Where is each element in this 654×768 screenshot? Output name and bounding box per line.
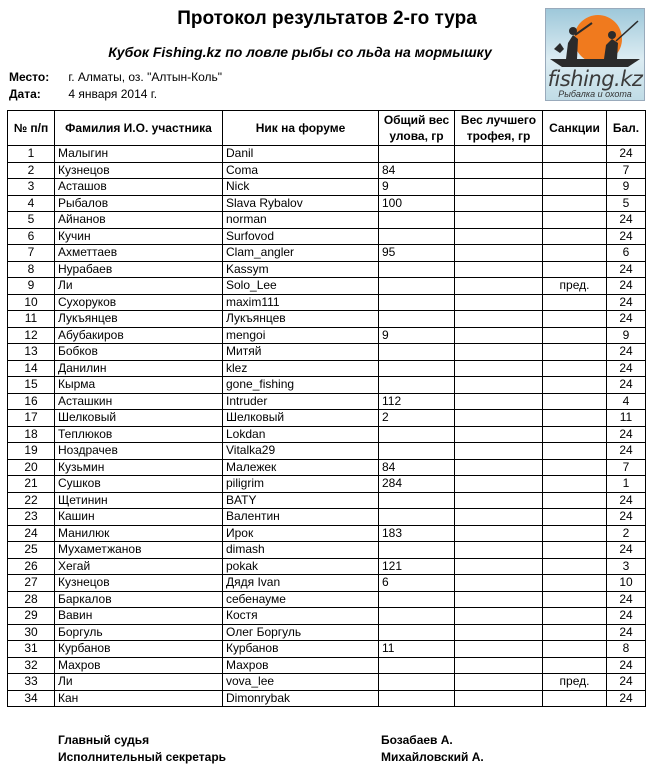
- cell-trophy: [455, 228, 543, 245]
- column-header: Фамилия И.О. участника: [55, 111, 223, 146]
- cell-name: Абубакиров: [55, 327, 223, 344]
- cell-nick: mengoi: [223, 327, 379, 344]
- cell-nick: Coma: [223, 162, 379, 179]
- cell-weight: [379, 311, 455, 328]
- date-label: Дата:: [9, 87, 41, 101]
- cell-nick: Kassym: [223, 261, 379, 278]
- logo-brand: fishing.kz: [547, 67, 643, 91]
- cell-points: 24: [607, 690, 646, 707]
- table-row: [8, 278, 646, 295]
- cell-nick: Lokdan: [223, 426, 379, 443]
- cell-sanction: [543, 195, 607, 212]
- cell-trophy: [455, 410, 543, 427]
- cell-trophy: [455, 393, 543, 410]
- cell-weight: [379, 674, 455, 691]
- cell-points: 10: [607, 575, 646, 592]
- table-row: [8, 360, 646, 377]
- cell-points: 24: [607, 377, 646, 394]
- cell-name: Щетинин: [55, 492, 223, 509]
- cell-weight: 9: [379, 179, 455, 196]
- judge-name: Бозабаев А.: [381, 733, 453, 747]
- table-header-row: [8, 111, 646, 146]
- cell-nick: Dimonrybak: [223, 690, 379, 707]
- cell-weight: 112: [379, 393, 455, 410]
- table-row: [8, 674, 646, 691]
- cell-weight: 2: [379, 410, 455, 427]
- cell-nick: Nick: [223, 179, 379, 196]
- cell-weight: [379, 212, 455, 229]
- cell-no: 9: [8, 278, 55, 295]
- cell-sanction: [543, 641, 607, 658]
- place-label: Место:: [9, 70, 50, 84]
- cell-points: 11: [607, 410, 646, 427]
- table-row: [8, 624, 646, 641]
- cell-no: 7: [8, 245, 55, 262]
- cell-trophy: [455, 459, 543, 476]
- cell-trophy: [455, 558, 543, 575]
- cell-nick: Danil: [223, 146, 379, 163]
- cell-no: 14: [8, 360, 55, 377]
- cell-sanction: [543, 212, 607, 229]
- cell-name: Боргуль: [55, 624, 223, 641]
- cell-no: 1: [8, 146, 55, 163]
- cell-trophy: [455, 195, 543, 212]
- cell-weight: [379, 591, 455, 608]
- table-row: [8, 245, 646, 262]
- cell-nick: Митяй: [223, 344, 379, 361]
- table-row: [8, 443, 646, 460]
- cell-name: Вавин: [55, 608, 223, 625]
- cell-nick: Slava Rybalov: [223, 195, 379, 212]
- cell-sanction: [543, 344, 607, 361]
- column-header: Ник на форуме: [223, 111, 379, 146]
- cell-name: Бобков: [55, 344, 223, 361]
- cell-weight: [379, 608, 455, 625]
- table-row: [8, 377, 646, 394]
- cell-no: 29: [8, 608, 55, 625]
- cell-trophy: [455, 624, 543, 641]
- date-value: 4 января 2014 г.: [68, 87, 158, 101]
- cell-weight: [379, 344, 455, 361]
- cell-no: 10: [8, 294, 55, 311]
- cell-name: Нурабаев: [55, 261, 223, 278]
- cell-sanction: [543, 245, 607, 262]
- cell-points: 5: [607, 195, 646, 212]
- cell-weight: 284: [379, 476, 455, 493]
- cell-nick: Vitalka29: [223, 443, 379, 460]
- cell-no: 25: [8, 542, 55, 559]
- cell-trophy: [455, 278, 543, 295]
- cell-trophy: [455, 146, 543, 163]
- table-row: [8, 641, 646, 658]
- table-row: [8, 146, 646, 163]
- cell-points: 8: [607, 641, 646, 658]
- cell-name: Кузьмин: [55, 459, 223, 476]
- cell-nick: vova_lee: [223, 674, 379, 691]
- cell-name: Махров: [55, 657, 223, 674]
- cell-nick: Олег Боргуль: [223, 624, 379, 641]
- cell-weight: 121: [379, 558, 455, 575]
- cell-sanction: [543, 690, 607, 707]
- cell-weight: 84: [379, 162, 455, 179]
- cell-nick: pokak: [223, 558, 379, 575]
- cell-nick: Solo_Lee: [223, 278, 379, 295]
- cell-sanction: [543, 179, 607, 196]
- cell-nick: Курбанов: [223, 641, 379, 658]
- table-row: [8, 212, 646, 229]
- cell-sanction: пред.: [543, 278, 607, 295]
- page-title: Протокол результатов 2-го тура: [177, 8, 477, 29]
- cell-name: Сушков: [55, 476, 223, 493]
- cell-trophy: [455, 509, 543, 526]
- cell-sanction: [543, 360, 607, 377]
- cell-nick: Малежек: [223, 459, 379, 476]
- cell-name: Манилюк: [55, 525, 223, 542]
- table-row: [8, 426, 646, 443]
- cell-points: 24: [607, 542, 646, 559]
- cell-trophy: [455, 426, 543, 443]
- cell-points: 24: [607, 657, 646, 674]
- cell-trophy: [455, 492, 543, 509]
- table-row: [8, 393, 646, 410]
- cell-name: Асташов: [55, 179, 223, 196]
- cell-nick: norman: [223, 212, 379, 229]
- column-header: Общий вес улова, гр: [379, 111, 455, 146]
- cell-trophy: [455, 525, 543, 542]
- cell-no: 11: [8, 311, 55, 328]
- cell-sanction: [543, 228, 607, 245]
- cell-name: Данилин: [55, 360, 223, 377]
- cell-no: 33: [8, 674, 55, 691]
- cell-weight: [379, 261, 455, 278]
- cell-no: 23: [8, 509, 55, 526]
- cell-nick: Костя: [223, 608, 379, 625]
- cell-points: 24: [607, 492, 646, 509]
- secretary-name: Михайловский А.: [381, 750, 484, 764]
- table-row: [8, 492, 646, 509]
- cell-weight: 11: [379, 641, 455, 658]
- cell-trophy: [455, 674, 543, 691]
- cell-nick: Ирок: [223, 525, 379, 542]
- cell-weight: [379, 509, 455, 526]
- cell-name: Лукъянцев: [55, 311, 223, 328]
- place-value: г. Алматы, оз. "Алтын-Коль": [68, 70, 223, 84]
- cell-weight: [379, 690, 455, 707]
- cell-trophy: [455, 311, 543, 328]
- cell-points: 9: [607, 179, 646, 196]
- table-row: [8, 410, 646, 427]
- cell-name: Кузнецов: [55, 575, 223, 592]
- cell-sanction: [543, 492, 607, 509]
- table-row: [8, 525, 646, 542]
- cell-weight: 84: [379, 459, 455, 476]
- cell-weight: [379, 377, 455, 394]
- fishing-logo: [545, 8, 645, 101]
- cell-sanction: [543, 377, 607, 394]
- cell-name: Сухоруков: [55, 294, 223, 311]
- cell-no: 31: [8, 641, 55, 658]
- column-header: Бал.: [607, 111, 646, 146]
- cell-sanction: [543, 294, 607, 311]
- cell-weight: 95: [379, 245, 455, 262]
- cell-no: 19: [8, 443, 55, 460]
- cell-nick: Валентин: [223, 509, 379, 526]
- cell-trophy: [455, 476, 543, 493]
- cell-no: 5: [8, 212, 55, 229]
- cell-no: 27: [8, 575, 55, 592]
- cell-no: 20: [8, 459, 55, 476]
- cell-no: 6: [8, 228, 55, 245]
- table-row: [8, 179, 646, 196]
- cell-no: 17: [8, 410, 55, 427]
- cell-sanction: [543, 525, 607, 542]
- cell-name: Мухаметжанов: [55, 542, 223, 559]
- table-row: [8, 162, 646, 179]
- cell-no: 26: [8, 558, 55, 575]
- cell-trophy: [455, 542, 543, 559]
- cell-trophy: [455, 690, 543, 707]
- cell-trophy: [455, 443, 543, 460]
- cell-name: Кырма: [55, 377, 223, 394]
- cell-name: Ли: [55, 674, 223, 691]
- cell-points: 2: [607, 525, 646, 542]
- cell-nick: BATY: [223, 492, 379, 509]
- cell-weight: [379, 492, 455, 509]
- table-row: [8, 509, 646, 526]
- cell-nick: gone_fishing: [223, 377, 379, 394]
- cell-sanction: [543, 410, 607, 427]
- cell-sanction: [543, 327, 607, 344]
- cell-points: 24: [607, 591, 646, 608]
- cell-weight: 9: [379, 327, 455, 344]
- cell-points: 24: [607, 674, 646, 691]
- cell-sanction: [543, 459, 607, 476]
- cell-trophy: [455, 294, 543, 311]
- cell-weight: [379, 228, 455, 245]
- cell-sanction: пред.: [543, 674, 607, 691]
- cell-no: 34: [8, 690, 55, 707]
- cell-no: 2: [8, 162, 55, 179]
- cell-sanction: [543, 162, 607, 179]
- cell-name: Малыгин: [55, 146, 223, 163]
- table-row: [8, 476, 646, 493]
- table-row: [8, 657, 646, 674]
- cell-points: 24: [607, 261, 646, 278]
- cell-no: 21: [8, 476, 55, 493]
- cell-sanction: [543, 542, 607, 559]
- cell-nick: Лукъянцев: [223, 311, 379, 328]
- cell-no: 32: [8, 657, 55, 674]
- table-row: [8, 228, 646, 245]
- cell-trophy: [455, 641, 543, 658]
- cell-trophy: [455, 360, 543, 377]
- cell-points: 24: [607, 509, 646, 526]
- cell-points: 9: [607, 327, 646, 344]
- cell-no: 18: [8, 426, 55, 443]
- cell-no: 15: [8, 377, 55, 394]
- cell-weight: [379, 360, 455, 377]
- table-row: [8, 690, 646, 707]
- cell-weight: [379, 426, 455, 443]
- cell-weight: 100: [379, 195, 455, 212]
- cell-points: 24: [607, 294, 646, 311]
- cell-points: 24: [607, 443, 646, 460]
- cell-nick: Surfovod: [223, 228, 379, 245]
- cell-trophy: [455, 212, 543, 229]
- cell-points: 24: [607, 228, 646, 245]
- cell-points: 24: [607, 624, 646, 641]
- cell-trophy: [455, 327, 543, 344]
- cell-sanction: [543, 311, 607, 328]
- cell-sanction: [543, 608, 607, 625]
- cell-points: 3: [607, 558, 646, 575]
- cell-nick: Шелковый: [223, 410, 379, 427]
- cell-sanction: [543, 624, 607, 641]
- cell-weight: [379, 146, 455, 163]
- cell-nick: Махров: [223, 657, 379, 674]
- cell-sanction: [543, 657, 607, 674]
- cell-name: Ли: [55, 278, 223, 295]
- cell-name: Теплюков: [55, 426, 223, 443]
- table-row: [8, 311, 646, 328]
- meta-place: [9, 70, 222, 84]
- cell-points: 24: [607, 608, 646, 625]
- secretary-label: Исполнительный секретарь: [58, 750, 227, 764]
- cell-name: Асташкин: [55, 393, 223, 410]
- cell-nick: dimash: [223, 542, 379, 559]
- cell-sanction: [543, 261, 607, 278]
- cell-nick: Intruder: [223, 393, 379, 410]
- cell-weight: [379, 294, 455, 311]
- cell-sanction: [543, 575, 607, 592]
- table-row: [8, 542, 646, 559]
- cell-no: 4: [8, 195, 55, 212]
- cell-points: 24: [607, 426, 646, 443]
- cell-no: 3: [8, 179, 55, 196]
- cell-name: Кузнецов: [55, 162, 223, 179]
- cell-nick: piligrim: [223, 476, 379, 493]
- cell-trophy: [455, 608, 543, 625]
- table-row: [8, 261, 646, 278]
- cell-points: 24: [607, 311, 646, 328]
- cell-sanction: [543, 146, 607, 163]
- cell-points: 24: [607, 278, 646, 295]
- cell-name: Ноздрачев: [55, 443, 223, 460]
- cell-weight: [379, 657, 455, 674]
- cell-weight: 183: [379, 525, 455, 542]
- results-table: [7, 110, 646, 707]
- cell-points: 24: [607, 344, 646, 361]
- cell-points: 24: [607, 212, 646, 229]
- column-header: Санкции: [543, 111, 607, 146]
- cell-trophy: [455, 162, 543, 179]
- cell-name: Ахметтаев: [55, 245, 223, 262]
- cell-points: 6: [607, 245, 646, 262]
- cell-weight: 6: [379, 575, 455, 592]
- cell-weight: [379, 443, 455, 460]
- page-subtitle: Кубок Fishing.kz по ловле рыбы со льда на мормышку: [108, 44, 492, 60]
- cell-name: Рыбалов: [55, 195, 223, 212]
- cell-sanction: [543, 426, 607, 443]
- cell-points: 7: [607, 459, 646, 476]
- table-row: [8, 327, 646, 344]
- column-header: Вес лучшего трофея, гр: [455, 111, 543, 146]
- cell-name: Курбанов: [55, 641, 223, 658]
- cell-trophy: [455, 591, 543, 608]
- cell-no: 22: [8, 492, 55, 509]
- cell-name: Кан: [55, 690, 223, 707]
- cell-name: Айнанов: [55, 212, 223, 229]
- cell-weight: [379, 278, 455, 295]
- cell-trophy: [455, 261, 543, 278]
- cell-name: Баркалов: [55, 591, 223, 608]
- table-row: [8, 608, 646, 625]
- table-row: [8, 294, 646, 311]
- cell-sanction: [543, 393, 607, 410]
- cell-name: Хегай: [55, 558, 223, 575]
- table-row: [8, 575, 646, 592]
- cell-sanction: [543, 476, 607, 493]
- cell-weight: [379, 542, 455, 559]
- table-body: [8, 146, 646, 707]
- cell-no: 8: [8, 261, 55, 278]
- cell-no: 16: [8, 393, 55, 410]
- logo-tagline: Рыбалка и охота: [558, 89, 632, 99]
- cell-nick: Clam_angler: [223, 245, 379, 262]
- cell-weight: [379, 624, 455, 641]
- cell-sanction: [543, 591, 607, 608]
- cell-trophy: [455, 575, 543, 592]
- table-row: [8, 591, 646, 608]
- cell-name: Кучин: [55, 228, 223, 245]
- cell-no: 24: [8, 525, 55, 542]
- cell-trophy: [455, 179, 543, 196]
- cell-nick: maxim111: [223, 294, 379, 311]
- cell-nick: klez: [223, 360, 379, 377]
- table-row: [8, 344, 646, 361]
- judge-label: Главный судья: [58, 733, 150, 747]
- cell-points: 7: [607, 162, 646, 179]
- table-row: [8, 195, 646, 212]
- cell-trophy: [455, 344, 543, 361]
- cell-no: 30: [8, 624, 55, 641]
- cell-name: Кашин: [55, 509, 223, 526]
- cell-points: 24: [607, 146, 646, 163]
- cell-name: Шелковый: [55, 410, 223, 427]
- cell-trophy: [455, 657, 543, 674]
- cell-no: 28: [8, 591, 55, 608]
- cell-nick: себенауме: [223, 591, 379, 608]
- cell-trophy: [455, 245, 543, 262]
- cell-points: 4: [607, 393, 646, 410]
- cell-no: 12: [8, 327, 55, 344]
- table-row: [8, 558, 646, 575]
- cell-no: 13: [8, 344, 55, 361]
- cell-sanction: [543, 509, 607, 526]
- cell-sanction: [543, 443, 607, 460]
- table-row: [8, 459, 646, 476]
- column-header: № п/п: [8, 111, 55, 146]
- cell-trophy: [455, 377, 543, 394]
- meta-date: [9, 87, 157, 101]
- cell-sanction: [543, 558, 607, 575]
- cell-points: 24: [607, 360, 646, 377]
- cell-points: 1: [607, 476, 646, 493]
- cell-nick: Дядя Ivan: [223, 575, 379, 592]
